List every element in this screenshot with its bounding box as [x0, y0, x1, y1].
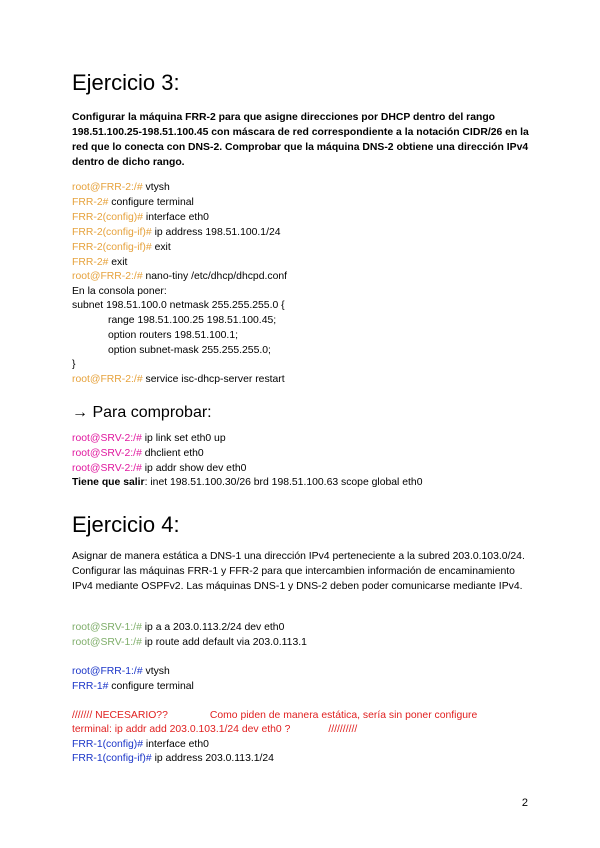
note-d: //////////: [328, 724, 358, 735]
result-line: [72, 476, 422, 490]
prompt: root@FRR-2:/#: [72, 182, 143, 193]
cmd-line: [72, 636, 307, 650]
command: vtysh: [142, 182, 170, 193]
prompt: root@SRV-2:/#: [72, 463, 142, 474]
prompt: root@SRV-1:/#: [72, 622, 142, 633]
command: service isc-dhcp-server restart: [142, 374, 285, 385]
command: exit: [151, 242, 171, 253]
check-heading: → Para comprobar:: [72, 404, 212, 421]
prompt: FRR-1(config)#: [72, 739, 144, 750]
cmd-line: [72, 462, 246, 476]
note-line: [72, 723, 357, 737]
note-line: [72, 709, 477, 723]
exercise-4-statement: Asignar de manera estática a DNS-1 una dirección IPv4 perteneciente a la subred 203.0.103.0/24. Configurar las máquinas FRR-1 y FFR-2 para que intercambien información de encaminamiento IPv4 mediante OSPFv2. Las máquinas DNS-1 y DNS-2 deben poder comunicarse mediante IPv4.: [72, 551, 525, 592]
note-c: terminal: ip addr add 203.0.103.1/24 dev eth0 ?: [72, 724, 291, 735]
command: interface eth0: [143, 739, 209, 750]
prompt: FRR-2(config)#: [72, 212, 144, 223]
cmd-line: [72, 621, 284, 635]
command: ip a a 203.0.113.2/24 dev eth0: [141, 622, 285, 633]
cmd-line: [72, 680, 194, 694]
command: configure terminal: [108, 197, 194, 208]
exercise-3-statement: Configurar la máquina FRR-2 para que asigne direcciones por DHCP dentro del rango 198.51.100.25-198.51.100.45 con máscara de red correspondiente a la notación CIDR/26 en la red que lo conecta con DNS-2. Comprobar que la máquina DNS-2 obtiene una dirección IPv4 dentro de dicho rango.: [72, 112, 529, 168]
command: interface eth0: [143, 212, 209, 223]
prompt: root@SRV-2:/#: [72, 448, 142, 459]
prompt: root@SRV-1:/#: [72, 637, 142, 648]
cmd-line: [72, 256, 127, 270]
command: ip address 203.0.113.1/24: [151, 753, 274, 764]
prompt: FRR-1(config-if)#: [72, 753, 152, 764]
note-a: /////// NECESARIO??: [72, 710, 168, 721]
cmd-line: [72, 447, 204, 461]
cmd-line: [72, 665, 170, 679]
prompt: FRR-1#: [72, 681, 109, 692]
cmd-line: [72, 196, 194, 210]
prompt: FRR-2(config-if)#: [72, 227, 152, 238]
cmd-line: [72, 738, 209, 752]
cmd-line: [72, 241, 171, 255]
prompt: root@FRR-2:/#: [72, 271, 143, 282]
command: exit: [108, 257, 128, 268]
console-note: En la consola poner:: [72, 286, 167, 297]
command: ip address 198.51.100.1/24: [151, 227, 281, 238]
cmd-line: [72, 270, 287, 284]
cmd-line: [72, 752, 274, 766]
command: configure terminal: [108, 681, 194, 692]
prompt: FRR-2#: [72, 257, 109, 268]
cmd-line: [72, 226, 281, 240]
exercise-3-title: Ejercicio 3:: [72, 70, 180, 95]
prompt: FRR-2(config-if)#: [72, 242, 152, 253]
prompt: root@FRR-1:/#: [72, 666, 143, 677]
cmd-line: [72, 373, 285, 387]
command: nano-tiny /etc/dhcp/dhcpd.conf: [142, 271, 288, 282]
cmd-line: [72, 181, 170, 195]
prompt: FRR-2#: [72, 197, 109, 208]
exercise-4-title: Ejercicio 4:: [72, 512, 180, 537]
command: ip link set eth0 up: [141, 433, 226, 444]
conf-line: option subnet-mask 255.255.255.0;: [108, 345, 271, 356]
command: vtysh: [142, 666, 170, 677]
conf-line: option routers 198.51.100.1;: [108, 330, 238, 341]
conf-line: subnet 198.51.100.0 netmask 255.255.255.0 {: [72, 300, 285, 311]
conf-line: range 198.51.100.25 198.51.100.45;: [108, 315, 277, 326]
command: dhclient eth0: [141, 448, 204, 459]
prompt: root@FRR-2:/#: [72, 374, 143, 385]
cmd-line: [72, 432, 226, 446]
command: ip route add default via 203.0.113.1: [141, 637, 307, 648]
command: ip addr show dev eth0: [141, 463, 247, 474]
page-number: 2: [521, 797, 528, 809]
prompt: root@SRV-2:/#: [72, 433, 142, 444]
note-b: Como piden de manera estática, sería sin poner configure: [209, 710, 478, 721]
cmd-line: [72, 211, 209, 225]
result-label: Tiene que salir: [72, 477, 145, 488]
result-text: : inet 198.51.100.30/26 brd 198.51.100.63 scope global eth0: [144, 477, 423, 488]
conf-line: }: [72, 359, 76, 370]
